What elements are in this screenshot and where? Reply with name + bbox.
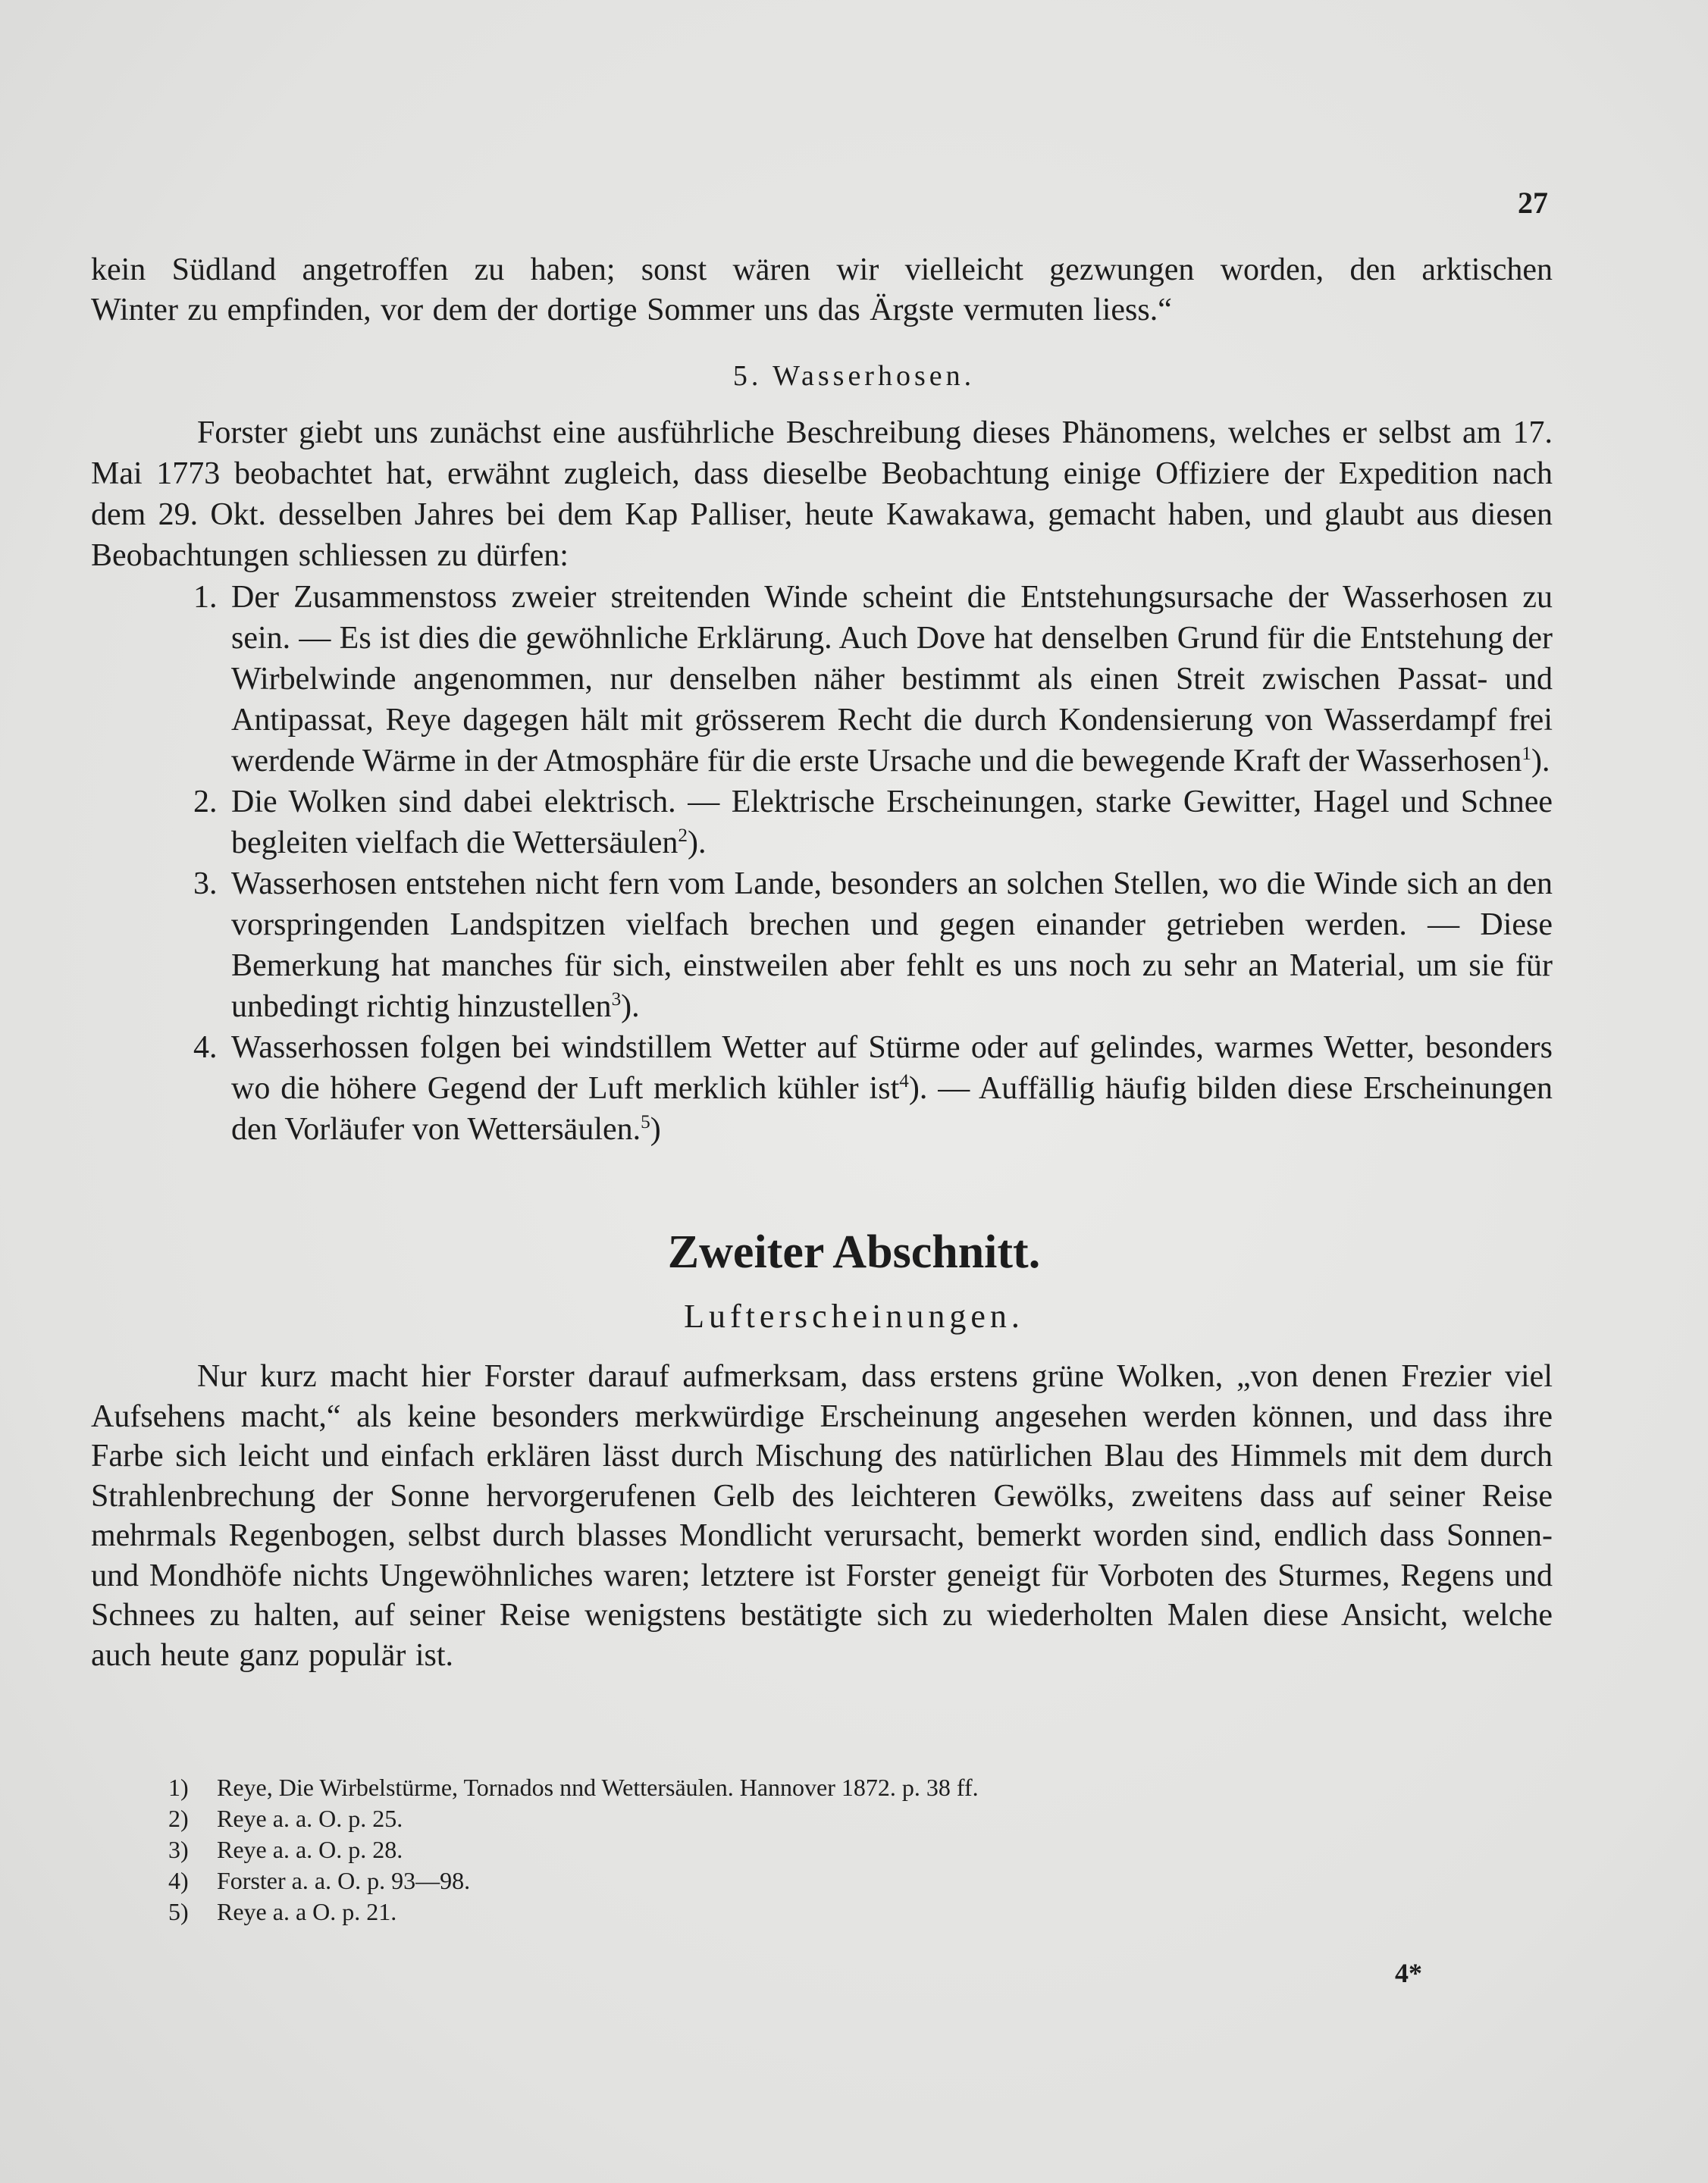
list-number: 4.: [193, 1030, 218, 1065]
footnote-text: Reye a. a O. p. 21.: [217, 1898, 397, 1925]
list-number: 3.: [193, 866, 218, 901]
signature-mark: 4*: [1395, 1958, 1422, 1988]
footnote: [168, 1834, 979, 1865]
chapter-subtitle: Lufterscheinungen.: [684, 1298, 1024, 1335]
list-item: [91, 577, 1553, 781]
list-text: Wasserhossen folgen bei windstillem Wetter auf Stürme oder auf gelindes, warmes Wetter, besonders wo die höhere Gegend der Luft merklich kühler ist: [231, 1030, 1553, 1106]
page-number: 27: [1518, 186, 1548, 220]
chapter-title: Zweiter Abschnitt.: [667, 1226, 1041, 1278]
footnote: [168, 1803, 979, 1834]
footnote-mark: 1): [168, 1774, 189, 1801]
footnote-text: Forster a. a. O. p. 93—98.: [217, 1867, 471, 1894]
list-text-end: ).: [688, 825, 707, 860]
footnote-mark: 3): [168, 1836, 189, 1863]
list-text: Die Wolken sind dabei elektrisch. — Elektrische Erscheinungen, starke Gewitter, Hagel und Schnee begleiten vielfach die Wettersäulen: [231, 785, 1553, 860]
footnote-mark: 4): [168, 1867, 189, 1894]
footnotes: [168, 1772, 979, 1928]
footnote-ref: 5: [641, 1112, 650, 1132]
footnote: [168, 1865, 979, 1896]
list-number: 1.: [193, 580, 218, 615]
footnote: [168, 1896, 979, 1928]
footnote-text: Reye, Die Wirbelstürme, Tornados nnd Wettersäulen. Hannover 1872. p. 38 ff.: [217, 1774, 979, 1801]
footnote-text: Reye a. a. O. p. 25.: [217, 1805, 403, 1832]
footnote-ref: 2: [678, 825, 688, 846]
chapter-paragraph: Nur kurz macht hier Forster darauf aufmerksam, dass erstens grüne Wolken, „von denen Frezier viel Aufsehens macht,“ als keine besonders merkwürdige Erscheinung angesehen werden können, und dass ihre Farbe sich leicht und einfach erklären lässt durch Mischung des natürlichen Blau des Himmels mit dem durch Strahlenbrechung der Sonne hervorgerufenen Gelb des leichteren Gewölks, zweitens dass auf seiner Reise mehrmals Regenbogen, selbst durch blasses Mondlicht verursacht, bemerkt worden sind, endlich dass Sonnen- und Mondhöfe nichts Ungewöhnliches waren; letztere ist Forster geneigt für Vorboten des Sturmes, Regens und Schnees zu halten, auf seiner Reise wenigstens bestätigte sich zu wiederholten Malen diese Ansicht, welche auch heute ganz populär ist.: [91, 1359, 1553, 1673]
list-number: 2.: [193, 785, 218, 819]
list-item: [91, 1027, 1553, 1150]
footnote-ref: 4: [899, 1071, 909, 1092]
list-text-end: ).: [621, 989, 640, 1024]
section-paragraph: Forster giebt uns zunächst eine ausführliche Beschreibung dieses Phänomens, welches er selbst am 17. Mai 1773 beobachtet hat, erwähnt zugleich, dass dieselbe Beobachtung einige Offiziere der Expedition nach dem 29. Okt. desselben Jahres bei dem Kap Palliser, heute Kawakawa, gemacht haben, und glaubt aus diesen Beobachtungen schliessen zu dürfen:: [91, 415, 1553, 573]
numbered-list: [91, 577, 1553, 1150]
footnote-mark: 5): [168, 1898, 189, 1925]
list-text-mid: ). — Auffällig häufig bilden diese Erscheinungen den Vorläufer von Wettersäulen.: [231, 1071, 1553, 1147]
intro-line-2: Winter zu empfinden, vor dem der dortige Sommer uns das Ärgste vermuten liess.“: [91, 293, 1172, 327]
list-item: [91, 863, 1553, 1027]
footnote-ref: 1: [1522, 744, 1531, 764]
footnote-mark: 2): [168, 1805, 189, 1832]
list-text: Der Zusammenstoss zweier streitenden Winde scheint die Entstehungsursache der Wasserhosen zu sein. — Es ist dies die gewöhnliche Erklärung. Auch Dove hat denselben Grund für die Entstehung der Wirbelwinde angenommen, nur denselben näher bestimmt als einen Streit zwischen Passat- und Antipassat, Reye dagegen hält mit grösserem Recht die durch Kondensierung von Wasserdampf frei werdende Wärme in der Atmosphäre für die erste Ursache und die bewegende Kraft der Wasserhosen: [231, 580, 1553, 778]
list-text-end: ): [650, 1112, 661, 1147]
list-item: [91, 781, 1553, 863]
intro-line-1: kein Südland angetroffen zu haben; sonst wären wir vielleicht gezwungen worden, den arktischen: [91, 252, 1553, 287]
list-text: Wasserhosen entstehen nicht fern vom Lande, besonders an solchen Stellen, wo die Winde sich an den vorspringenden Landspitzen vielfach brechen und gegen einander getrieben werden. — Diese Bemerkung hat manches für sich, einstweilen aber fehlt es uns noch zu sehr an Material, um sie für unbedingt richtig hinzustellen: [231, 866, 1553, 1024]
footnote-text: Reye a. a. O. p. 28.: [217, 1836, 403, 1863]
footnote: [168, 1772, 979, 1803]
footnote-ref: 3: [611, 989, 622, 1010]
section-heading: 5. Wasserhosen.: [732, 360, 976, 392]
list-text-end: ).: [1531, 744, 1550, 778]
